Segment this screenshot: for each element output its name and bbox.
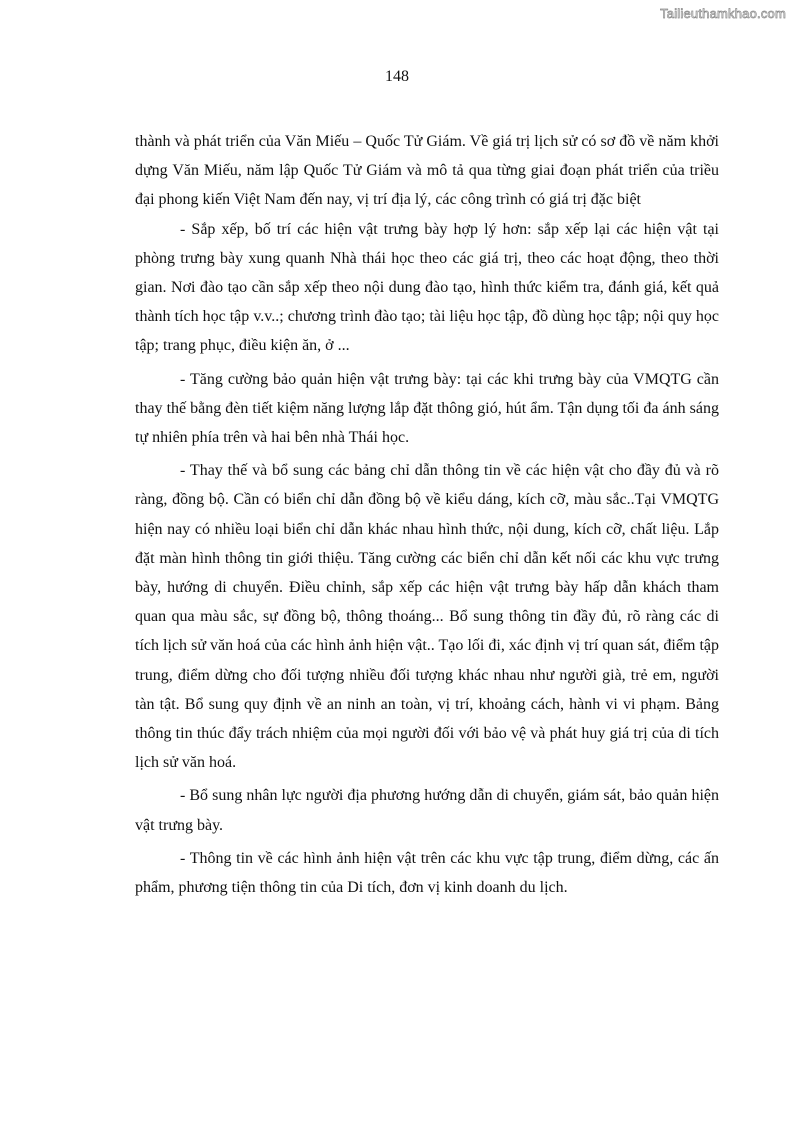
paragraph-3: - Tăng cường bảo quản hiện vật trưng bày: tại các khi trưng bày của VMQTG cần thay thế bằng đèn tiết kiệm năng lượng lắp đặt thông gió, hút ẩm. Tận dụng tối đa ánh sáng tự nhiên phía trên và hai bên nhà Thái học. — [135, 370, 719, 447]
watermark: Tailieuthamkhao.com — [660, 6, 786, 21]
paragraph-5: - Bổ sung nhân lực người địa phương hướng dẫn di chuyển, giám sát, bảo quản hiện vật trưng bày. — [135, 787, 719, 834]
document-body — [135, 127, 719, 902]
paragraph-2: - Sắp xếp, bố trí các hiện vật trưng bày hợp lý hơn: sắp xếp lại các hiện vật tại phòng trưng bày xung quanh Nhà thái học theo các giá trị, theo các hoạt động, theo thời gian. Nơi đào tạo cần sắp xếp theo nội dung đào tạo, hình thức kiểm tra, đánh giá, kết quả thành tích học tập v.v..; chương trình đào tạo; tài liệu học tập, đồ dùng học tập; nội quy học tập; trang phục, điều kiện ăn, ở ... — [135, 220, 719, 355]
paragraph-6: - Thông tin về các hình ảnh hiện vật trên các khu vực tập trung, điểm dừng, các ấn phẩm, phương tiện thông tin của Di tích, đơn vị kinh doanh du lịch. — [135, 849, 719, 897]
page-number: 148 — [385, 68, 409, 85]
paragraph-1: thành và phát triển của Văn Miếu – Quốc Tử Giám. Về giá trị lịch sử có sơ đồ về năm khởi dựng Văn Miếu, năm lập Quốc Tử Giám và mô tả qua từng giai đoạn phát triển của triều đại phong kiến Việt Nam đến nay, vị trí địa lý, các công trình có giá trị đặc biệt — [135, 133, 719, 209]
paragraph-4: - Thay thế và bổ sung các bảng chỉ dẫn thông tin về các hiện vật cho đầy đủ và rõ ràng, đồng bộ. Cần có biển chỉ dẫn đồng bộ về kiểu dáng, kích cỡ, màu sắc..Tại VMQTG hiện nay có nhiều loại biển chỉ dẫn khác nhau hình thức, nội dung, kích cỡ, chất liệu. Lắp đặt màn hình thông tin giới thiệu. Tăng cường các biển chỉ dẫn kết nối các khu vực trưng bày, hướng di chuyển. Điều chỉnh, sắp xếp các hiện vật trưng bày hấp dẫn khách tham quan qua màu sắc, sự đồng bộ, thông thoáng... Bổ sung thông tin đầy đủ, rõ ràng các di tích lịch sử văn hoá của các hình ảnh hiện vật.. Tạo lối đi, xác định vị trí quan sát, điểm tập trung, điểm dừng cho đối tượng nhiều đối tượng khác nhau như người già, trẻ em, người tàn tật. Bổ sung quy định về an ninh an toàn, vị trí, khoảng cách, hành vi vi phạm. Bảng thông tin thúc đẩy trách nhiệm của mọi người đối với bảo vệ và phát huy giá trị của di tích lịch sử văn hoá. — [135, 462, 719, 772]
